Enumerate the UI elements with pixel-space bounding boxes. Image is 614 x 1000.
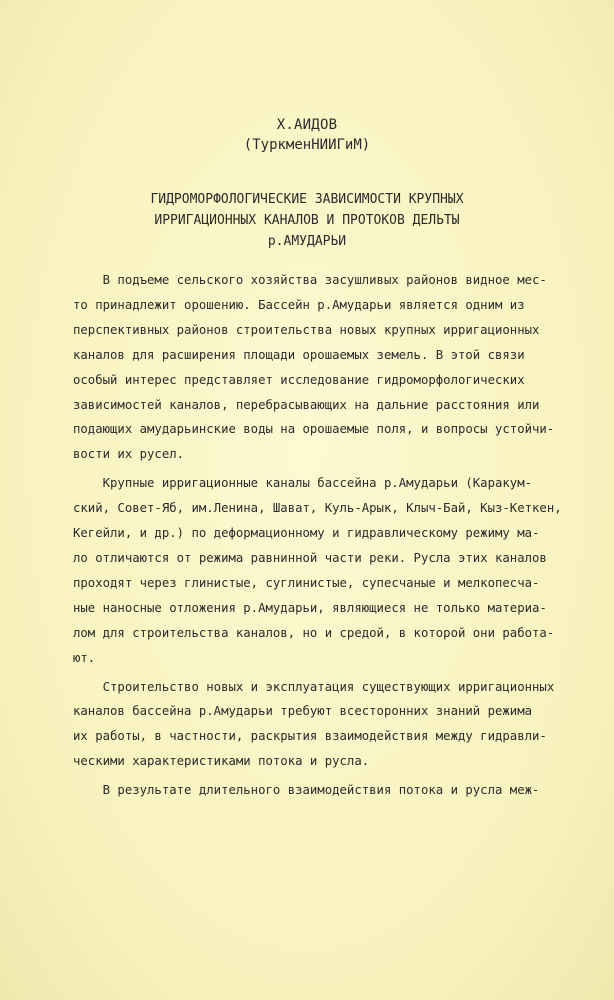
text-line: ные наносные отложения р.Амударьи, являющиеся не только материа- <box>73 600 547 615</box>
paragraph-1 <box>73 268 563 467</box>
paragraph-2 <box>73 471 563 670</box>
text-line: Крупные ирригационные каналы бассейна р.Амударьи (Каракум- <box>73 476 533 491</box>
text-line: проходят через глинистые, суглинистые, супесчаные и мелкопесча- <box>73 575 540 590</box>
text-line: ло отличаются от режима равнинной части реки. Русла этих каналов <box>73 550 547 565</box>
text-line: Строительство новых и эксплуатация существующих ирригационных <box>73 679 555 694</box>
text-line: В результате длительного взаимодействия потока и русла меж- <box>73 783 540 798</box>
author-affiliation: (ТуркменНИИГиМ) <box>243 137 371 153</box>
title-line: ГИДРОМОРФОЛОГИЧЕСКИЕ ЗАВИСИМОСТИ КРУПНЫХ <box>150 192 464 207</box>
text-line: ский, Совет-Яб, им.Ленина, Шават, Куль-Арык, Клыч-Бай, Кыз-Кеткен, <box>73 501 562 516</box>
paragraph-3 <box>73 675 563 775</box>
author-name: Х.АИДОВ <box>276 117 338 133</box>
text-line: В подъеме сельского хозяйства засушливых районов видное мес- <box>73 273 547 287</box>
text-line: вости их русел. <box>73 447 185 462</box>
text-line: каналов бассейна р.Амударьи требуют всесторонних знаний режима <box>73 704 533 719</box>
text-line: подающих амударьинские воды на орошаемые поля, и вопросы устойчи- <box>73 422 555 437</box>
text-line: Кегейли, и др.) по деформационному и гидравлическому режиму ма- <box>73 526 540 541</box>
text-line: их работы, в частности, раскрытия взаимодействия между гидравли- <box>73 729 547 744</box>
title-line: ИРРИГАЦИОННЫХ КАНАЛОВ И ПРОТОКОВ ДЕЛЬТЫ <box>154 213 460 228</box>
text-line: особый интерес представляет исследование гидроморфологических <box>73 372 525 387</box>
text-line: лом для строительства каналов, но и средой, в которой они работа- <box>73 625 555 640</box>
text-line: каналов для расширения площади орошаемых земель. В этой связи <box>73 347 525 362</box>
document-title <box>0 189 614 252</box>
text-line: зависимостей каналов, перебрасывающих на дальние расстояния или <box>73 397 540 412</box>
text-line: перспективных районов строительства новых крупных ирригационных <box>73 322 540 337</box>
title-line: р.АМУДАРЬИ <box>267 234 347 249</box>
paragraph-4 <box>73 778 563 803</box>
text-line: ческими характеристиками потока и русла. <box>73 754 370 769</box>
document-body <box>73 268 563 803</box>
text-line: то принадлежит орошению. Бассейн р.Амударьи является одним из <box>73 297 525 312</box>
text-line: ют. <box>73 650 96 665</box>
